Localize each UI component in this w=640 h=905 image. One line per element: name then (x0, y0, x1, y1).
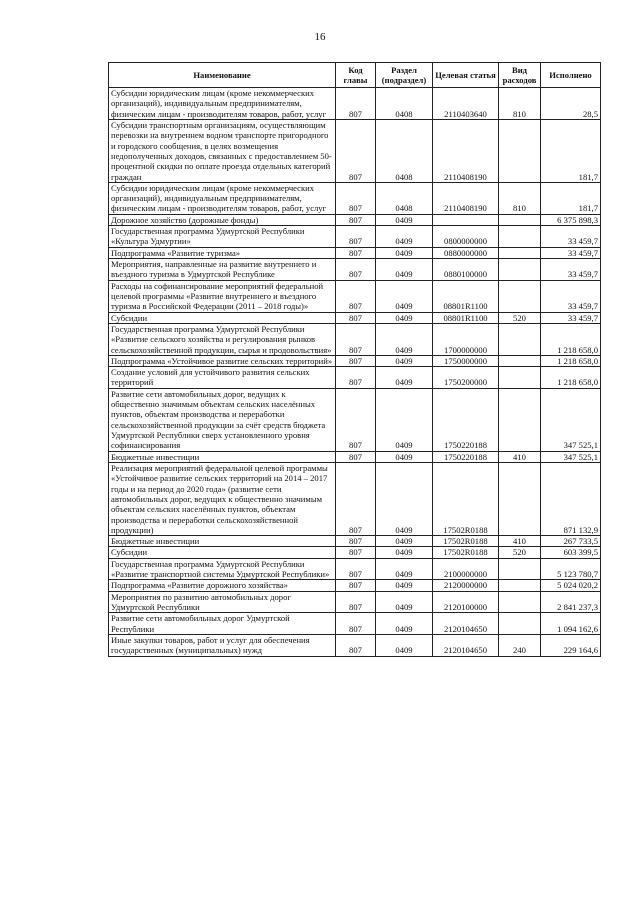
cell-amount: 2 841 237,3 (541, 591, 601, 613)
cell-section: 0409 (376, 226, 433, 248)
cell-type (499, 591, 541, 613)
cell-section: 0409 (376, 580, 433, 591)
budget-table (108, 62, 601, 657)
cell-amount: 267 733,5 (541, 536, 601, 547)
cell-type (499, 280, 541, 312)
cell-code: 807 (336, 580, 376, 591)
cell-target: 1750220188 (433, 451, 499, 462)
cell-name: Подпрограмма «Развитие туризма» (109, 247, 336, 258)
cell-section: 0409 (376, 634, 433, 656)
cell-name: Субсидии юридическим лицам (кроме некоммерческих организаций), индивидуальным предпринимателям, физическим лицам - производителям товаров, работ, услуг (109, 88, 336, 120)
cell-amount: 1 218 658,0 (541, 355, 601, 366)
cell-code: 807 (336, 312, 376, 323)
header-target: Целевая статья (433, 63, 499, 88)
cell-amount: 347 525,1 (541, 388, 601, 451)
cell-type (499, 367, 541, 389)
cell-target: 17502R0188 (433, 547, 499, 558)
cell-code: 807 (336, 591, 376, 613)
cell-section: 0409 (376, 536, 433, 547)
cell-type (499, 226, 541, 248)
cell-name: Подпрограмма «Развитие дорожного хозяйства» (109, 580, 336, 591)
cell-code: 807 (336, 226, 376, 248)
cell-amount: 33 459,7 (541, 280, 601, 312)
table-row (109, 580, 601, 591)
table-row (109, 591, 601, 613)
cell-section: 0409 (376, 367, 433, 389)
cell-section: 0409 (376, 591, 433, 613)
cell-target: 08801R1100 (433, 280, 499, 312)
page-number: 16 (314, 31, 326, 43)
cell-target: 1700000000 (433, 323, 499, 355)
cell-section: 0409 (376, 312, 433, 323)
cell-type (499, 119, 541, 182)
cell-name: Развитие сети автомобильных дорог Удмуртской Республики (109, 613, 336, 635)
cell-code: 807 (336, 536, 376, 547)
cell-target: 1750000000 (433, 355, 499, 366)
cell-name: Создание условий для устойчивого развития сельских территорий (109, 367, 336, 389)
cell-code: 807 (336, 388, 376, 451)
table-row (109, 226, 601, 248)
cell-section: 0409 (376, 613, 433, 635)
cell-name: Дорожное хозяйство (дорожные фонды) (109, 214, 336, 225)
cell-section: 0409 (376, 462, 433, 535)
cell-section: 0409 (376, 558, 433, 580)
cell-name: Реализация мероприятий федеральной целевой программы «Устойчивое развитие сельских территорий на 2014 – 2017 годы и на период до 2020 года» (развитие сети автомобильных дорог, ведущих к общественно значимым объектам сельских населённых пунктов, объектам производства и переработки сельскохозяйственной продукции) (109, 462, 336, 535)
cell-amount: 33 459,7 (541, 312, 601, 323)
cell-type: 240 (499, 634, 541, 656)
cell-name: Государственная программа Удмуртской Республики «Развитие транспортной системы Удмуртской Республики» (109, 558, 336, 580)
cell-type (499, 558, 541, 580)
cell-target: 0880100000 (433, 259, 499, 281)
cell-type: 410 (499, 451, 541, 462)
cell-section: 0409 (376, 259, 433, 281)
cell-code: 807 (336, 462, 376, 535)
cell-target: 0880000000 (433, 247, 499, 258)
header-amount: Исполнено (541, 63, 601, 88)
cell-target: 2100000000 (433, 558, 499, 580)
cell-type (499, 323, 541, 355)
cell-target: 2120104650 (433, 613, 499, 635)
cell-code: 807 (336, 88, 376, 120)
cell-type: 810 (499, 182, 541, 214)
cell-section: 0408 (376, 119, 433, 182)
cell-target: 2110408190 (433, 119, 499, 182)
table-row (109, 536, 601, 547)
cell-section: 0409 (376, 280, 433, 312)
cell-target: 0800000000 (433, 226, 499, 248)
cell-code: 807 (336, 259, 376, 281)
cell-code: 807 (336, 214, 376, 225)
cell-section: 0409 (376, 355, 433, 366)
cell-amount: 5 024 020,2 (541, 580, 601, 591)
cell-type: 520 (499, 312, 541, 323)
cell-amount: 33 459,7 (541, 259, 601, 281)
cell-name: Расходы на софинансирование мероприятий федеральной целевой программы «Развитие внутреннего и въездного туризма в Российской Федерации (2011 – 2018 годы)» (109, 280, 336, 312)
table-row (109, 613, 601, 635)
table-row (109, 247, 601, 258)
cell-type (499, 214, 541, 225)
cell-code: 807 (336, 634, 376, 656)
table-row (109, 355, 601, 366)
cell-name: Подпрограмма «Устойчивое развитие сельских территорий» (109, 355, 336, 366)
table-row (109, 119, 601, 182)
cell-section: 0408 (376, 88, 433, 120)
cell-type (499, 388, 541, 451)
header-name: Наименование (109, 63, 336, 88)
cell-name: Мероприятия, направленные на развитие внутреннего и въездного туризма в Удмуртской Республике (109, 259, 336, 281)
cell-amount: 871 132,9 (541, 462, 601, 535)
cell-amount: 181,7 (541, 119, 601, 182)
cell-code: 807 (336, 613, 376, 635)
cell-amount: 181,7 (541, 182, 601, 214)
cell-amount: 6 375 898,3 (541, 214, 601, 225)
cell-name: Субсидии юридическим лицам (кроме некоммерческих организаций), индивидуальным предпринимателям, физическим лицам - производителям товаров, работ, услуг (109, 182, 336, 214)
table-row (109, 558, 601, 580)
table-row (109, 182, 601, 214)
cell-amount: 33 459,7 (541, 247, 601, 258)
table-row (109, 367, 601, 389)
cell-section: 0409 (376, 451, 433, 462)
cell-target: 1750220188 (433, 388, 499, 451)
header-type: Вид расходов (499, 63, 541, 88)
cell-amount: 33 459,7 (541, 226, 601, 248)
table-header-row (109, 63, 601, 88)
cell-type: 520 (499, 547, 541, 558)
cell-code: 807 (336, 182, 376, 214)
cell-type (499, 355, 541, 366)
cell-target: 2120104650 (433, 634, 499, 656)
table-row (109, 451, 601, 462)
table-row (109, 388, 601, 451)
cell-target: 2110408190 (433, 182, 499, 214)
cell-name: Бюджетные инвестиции (109, 451, 336, 462)
cell-amount: 5 123 780,7 (541, 558, 601, 580)
table-row (109, 462, 601, 535)
cell-section: 0409 (376, 214, 433, 225)
table-row (109, 634, 601, 656)
table-row (109, 312, 601, 323)
table-body (109, 88, 601, 657)
cell-code: 807 (336, 367, 376, 389)
cell-code: 807 (336, 323, 376, 355)
cell-name: Мероприятия по развитию автомобильных дорог Удмуртской Республики (109, 591, 336, 613)
table-row (109, 323, 601, 355)
cell-name: Государственная программа Удмуртской Республики «Культура Удмуртии» (109, 226, 336, 248)
header-code: Код главы (336, 63, 376, 88)
cell-type: 810 (499, 88, 541, 120)
cell-amount: 347 525,1 (541, 451, 601, 462)
cell-code: 807 (336, 247, 376, 258)
cell-amount: 1 094 162,6 (541, 613, 601, 635)
cell-type (499, 580, 541, 591)
cell-type (499, 247, 541, 258)
cell-target: 2120000000 (433, 580, 499, 591)
cell-target (433, 214, 499, 225)
cell-amount: 28,5 (541, 88, 601, 120)
cell-target: 2110403640 (433, 88, 499, 120)
cell-amount: 1 218 658,0 (541, 367, 601, 389)
cell-type (499, 462, 541, 535)
cell-name: Бюджетные инвестиции (109, 536, 336, 547)
cell-section: 0409 (376, 388, 433, 451)
cell-type (499, 613, 541, 635)
cell-target: 17502R0188 (433, 536, 499, 547)
cell-name: Субсидии (109, 547, 336, 558)
cell-code: 807 (336, 451, 376, 462)
header-section: Раздел (подраздел) (376, 63, 433, 88)
cell-section: 0409 (376, 547, 433, 558)
table-row (109, 547, 601, 558)
cell-name: Субсидии (109, 312, 336, 323)
cell-code: 807 (336, 547, 376, 558)
cell-amount: 1 218 658,0 (541, 323, 601, 355)
cell-section: 0409 (376, 247, 433, 258)
cell-amount: 603 399,5 (541, 547, 601, 558)
cell-type: 410 (499, 536, 541, 547)
cell-target: 2120100000 (433, 591, 499, 613)
cell-code: 807 (336, 280, 376, 312)
cell-name: Субсидии транспортным организациям, осуществляющим перевозки на внутреннем водном транспорте пригородного и городского сообщения, в целях возмещения недополученных доходов, связанных с предоставлением 50-процентной скидки по оплате проезда отдельных категорий граждан (109, 119, 336, 182)
table-row (109, 259, 601, 281)
cell-target: 17502R0188 (433, 462, 499, 535)
table-row (109, 280, 601, 312)
cell-amount: 229 164,6 (541, 634, 601, 656)
table-row (109, 214, 601, 225)
cell-section: 0408 (376, 182, 433, 214)
cell-code: 807 (336, 355, 376, 366)
table-row (109, 88, 601, 120)
cell-target: 1750200000 (433, 367, 499, 389)
cell-code: 807 (336, 558, 376, 580)
cell-code: 807 (336, 119, 376, 182)
cell-section: 0409 (376, 323, 433, 355)
cell-target: 08801R1100 (433, 312, 499, 323)
cell-type (499, 259, 541, 281)
cell-name: Иные закупки товаров, работ и услуг для обеспечения государственных (муниципальных) нужд (109, 634, 336, 656)
cell-name: Развитие сети автомобильных дорог, ведущих к общественно значимым объектам сельских населённых пунктов, объектам производства и переработки сельскохозяйственной продукции за счёт средств бюджета Удмуртской Республики сверх установленного уровня софинансирования (109, 388, 336, 451)
cell-name: Государственная программа Удмуртской Республики «Развитие сельского хозяйства и регулирования рынков сельскохозяйственной продукции, сырья и продовольствия» (109, 323, 336, 355)
